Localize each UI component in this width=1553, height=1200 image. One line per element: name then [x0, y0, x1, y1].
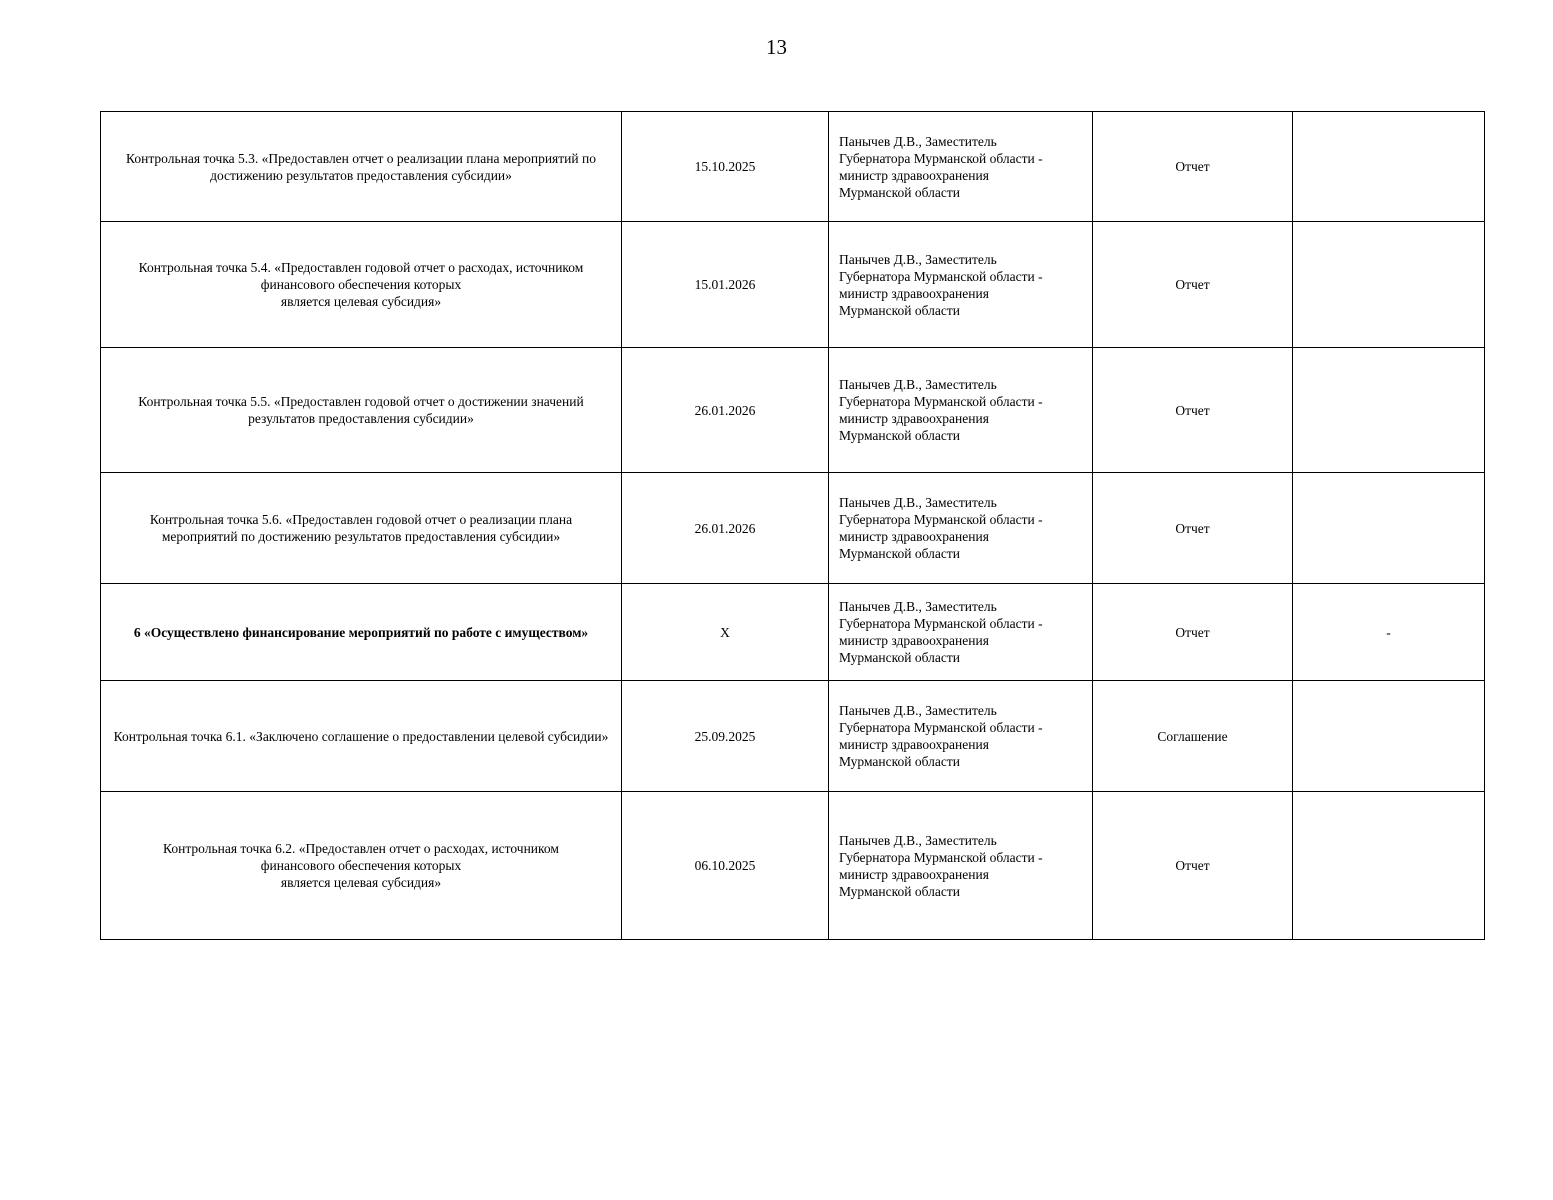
date-cell: 15.10.2025 [622, 112, 829, 222]
page-number: 13 [766, 35, 787, 59]
document-cell: Отчет [1093, 473, 1293, 584]
document-cell: Отчет [1093, 792, 1293, 940]
table-row [101, 348, 1485, 473]
responsible-cell: Панычев Д.В., Заместитель Губернатора Мурманской области - министр здравоохранения Мурманской области [829, 792, 1093, 940]
document-cell: Соглашение [1093, 681, 1293, 792]
extra-cell [1293, 112, 1485, 222]
document-cell: Отчет [1093, 584, 1293, 681]
date-cell: 06.10.2025 [622, 792, 829, 940]
extra-cell [1293, 792, 1485, 940]
date-cell: 26.01.2026 [622, 348, 829, 473]
table-row [101, 222, 1485, 348]
date-cell: 25.09.2025 [622, 681, 829, 792]
event-cell: Контрольная точка 6.2. «Предоставлен отчет о расходах, источником финансового обеспечения которых является целевая субсидия» [101, 792, 622, 940]
responsible-cell: Панычев Д.В., Заместитель Губернатора Мурманской области - министр здравоохранения Мурманской области [829, 222, 1093, 348]
table-row [101, 584, 1485, 681]
event-cell: Контрольная точка 5.3. «Предоставлен отчет о реализации плана мероприятий по достижению результатов предоставления субсидии» [101, 112, 622, 222]
document-cell: Отчет [1093, 112, 1293, 222]
date-cell: X [622, 584, 829, 681]
responsible-cell: Панычев Д.В., Заместитель Губернатора Мурманской области - министр здравоохранения Мурманской области [829, 112, 1093, 222]
event-cell: Контрольная точка 5.5. «Предоставлен годовой отчет о достижении значений результатов предоставления субсидии» [101, 348, 622, 473]
extra-cell [1293, 222, 1485, 348]
responsible-cell: Панычев Д.В., Заместитель Губернатора Мурманской области - министр здравоохранения Мурманской области [829, 681, 1093, 792]
responsible-cell: Панычев Д.В., Заместитель Губернатора Мурманской области - министр здравоохранения Мурманской области [829, 348, 1093, 473]
table-row [101, 473, 1485, 584]
responsible-cell: Панычев Д.В., Заместитель Губернатора Мурманской области - министр здравоохранения Мурманской области [829, 584, 1093, 681]
document-cell: Отчет [1093, 348, 1293, 473]
control-points-table [100, 111, 1485, 940]
extra-cell [1293, 348, 1485, 473]
table-row [101, 112, 1485, 222]
event-cell: Контрольная точка 5.6. «Предоставлен годовой отчет о реализации плана мероприятий по достижению результатов предоставления субсидии» [101, 473, 622, 584]
date-cell: 15.01.2026 [622, 222, 829, 348]
extra-cell [1293, 681, 1485, 792]
extra-cell [1293, 473, 1485, 584]
date-cell: 26.01.2026 [622, 473, 829, 584]
table-row [101, 792, 1485, 940]
extra-cell: - [1293, 584, 1485, 681]
event-cell: Контрольная точка 5.4. «Предоставлен годовой отчет о расходах, источником финансового обеспечения которых является целевая субсидия» [101, 222, 622, 348]
event-cell: 6 «Осуществлено финансирование мероприятий по работе с имуществом» [101, 584, 622, 681]
document-cell: Отчет [1093, 222, 1293, 348]
event-cell: Контрольная точка 6.1. «Заключено соглашение о предоставлении целевой субсидии» [101, 681, 622, 792]
responsible-cell: Панычев Д.В., Заместитель Губернатора Мурманской области - министр здравоохранения Мурманской области [829, 473, 1093, 584]
table-row [101, 681, 1485, 792]
